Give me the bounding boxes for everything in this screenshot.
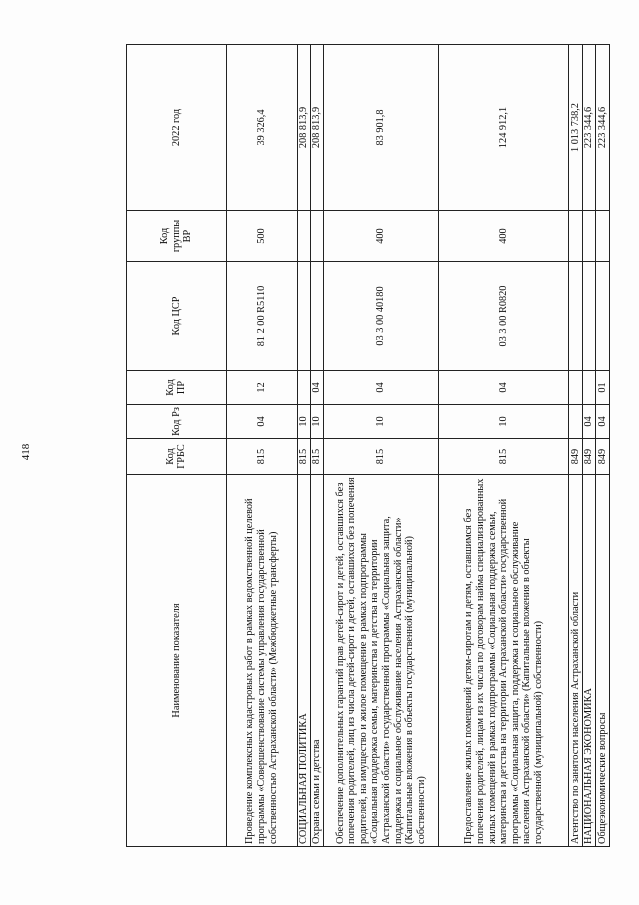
row-pr <box>297 371 310 405</box>
row-csr <box>297 262 310 371</box>
row-csr <box>569 262 583 371</box>
row-rz: 10 <box>323 405 439 439</box>
row-pr <box>582 371 596 405</box>
row-vr: 400 <box>439 211 569 262</box>
table-row <box>310 45 323 847</box>
row-amount: 208 813,9 <box>297 45 310 211</box>
table-row <box>582 45 596 847</box>
header-csr: Код ЦСР <box>127 262 227 371</box>
row-pr: 04 <box>439 371 569 405</box>
row-rz: 04 <box>596 405 610 439</box>
row-amount: 39 326,4 <box>226 45 297 211</box>
row-pr: 04 <box>323 371 439 405</box>
row-pr: 01 <box>596 371 610 405</box>
row-csr <box>310 262 323 371</box>
row-grbs: 815 <box>226 439 297 475</box>
row-grbs: 815 <box>323 439 439 475</box>
table-row <box>596 45 610 847</box>
row-name: Предоставление жилых помещений детям-сиротам и детям, оставшимся без попечения родителей, лицам из их числа по договорам найма специализированных жилых помещений в рамках подпрограммы «Социальная поддержка семьи, материнства и детства на территории Астраханской области» государственной программы «Социальная защита, поддержка и социальное обслуживание населения Астраханской области» (Капитальные вложения в объекты государственной (муниципальной) собственности) <box>439 475 569 847</box>
row-name: Общеэкономические вопросы <box>596 475 610 847</box>
row-name: Обеспечение дополнительных гарантий прав детей-сирот и детей, оставшихся без попечения родителей, лиц из числа детей-сирот и детей, оставшихся без попечения родителей, на имущество и жилое помещение в рамках подпрограммы «Социальная поддержка семьи, материнства и детства на территории Астраханской области» государственной программы «Социальная защита, поддержка и социальное обслуживание населения Астраханской области» (Капитальные вложения в объекты государственной (муниципальной) собственности) <box>323 475 439 847</box>
row-rz: 04 <box>226 405 297 439</box>
row-grbs: 815 <box>297 439 310 475</box>
row-amount: 83 901,8 <box>323 45 439 211</box>
row-grbs: 849 <box>569 439 583 475</box>
header-rz: Код Рз <box>127 405 227 439</box>
row-grbs: 815 <box>310 439 323 475</box>
row-csr: 81 2 00 R5110 <box>226 262 297 371</box>
header-vr: Код группы ВР <box>127 211 227 262</box>
row-rz <box>569 405 583 439</box>
row-pr <box>569 371 583 405</box>
row-vr: 400 <box>323 211 439 262</box>
row-csr <box>582 262 596 371</box>
row-rz: 04 <box>582 405 596 439</box>
row-amount: 124 912,1 <box>439 45 569 211</box>
row-amount: 223 344,6 <box>596 45 610 211</box>
row-grbs: 815 <box>439 439 569 475</box>
table-header-row <box>127 45 227 847</box>
row-csr: 03 3 00 40180 <box>323 262 439 371</box>
row-vr: 500 <box>226 211 297 262</box>
budget-table <box>126 44 610 847</box>
row-pr: 12 <box>226 371 297 405</box>
header-grbs: Код ГРБС <box>127 439 227 475</box>
header-pr: Код ПР <box>127 371 227 405</box>
table-row <box>297 45 310 847</box>
row-vr <box>569 211 583 262</box>
page-number: 418 <box>20 443 32 461</box>
row-csr <box>596 262 610 371</box>
row-name: Охрана семьи и детства <box>310 475 323 847</box>
row-vr <box>596 211 610 262</box>
row-vr <box>310 211 323 262</box>
row-vr <box>582 211 596 262</box>
row-grbs: 849 <box>596 439 610 475</box>
row-csr: 03 3 00 R0820 <box>439 262 569 371</box>
row-pr: 04 <box>310 371 323 405</box>
header-year: 2022 год <box>127 45 227 211</box>
row-name: Проведение комплексных кадастровых работ в рамках ведомственной целевой программы «Совершенствование системы управления государственной собственностью Астраханской области» (Межбюджетные трансферты) <box>226 475 297 847</box>
rotated-table-container <box>126 45 610 847</box>
row-rz: 10 <box>310 405 323 439</box>
row-name: НАЦИОНАЛЬНАЯ ЭКОНОМИКА <box>582 475 596 847</box>
table-row <box>439 45 569 847</box>
row-amount: 208 813,9 <box>310 45 323 211</box>
row-name: СОЦИАЛЬНАЯ ПОЛИТИКА <box>297 475 310 847</box>
table-row <box>323 45 439 847</box>
row-rz: 10 <box>297 405 310 439</box>
row-grbs: 849 <box>582 439 596 475</box>
table-row <box>226 45 297 847</box>
header-name: Наименование показателя <box>127 475 227 847</box>
table-row <box>569 45 583 847</box>
row-vr <box>297 211 310 262</box>
row-amount: 1 013 738,2 <box>569 45 583 211</box>
row-amount: 223 344,6 <box>582 45 596 211</box>
row-name: Агентство по занятости населения Астраханской области <box>569 475 583 847</box>
row-rz: 10 <box>439 405 569 439</box>
